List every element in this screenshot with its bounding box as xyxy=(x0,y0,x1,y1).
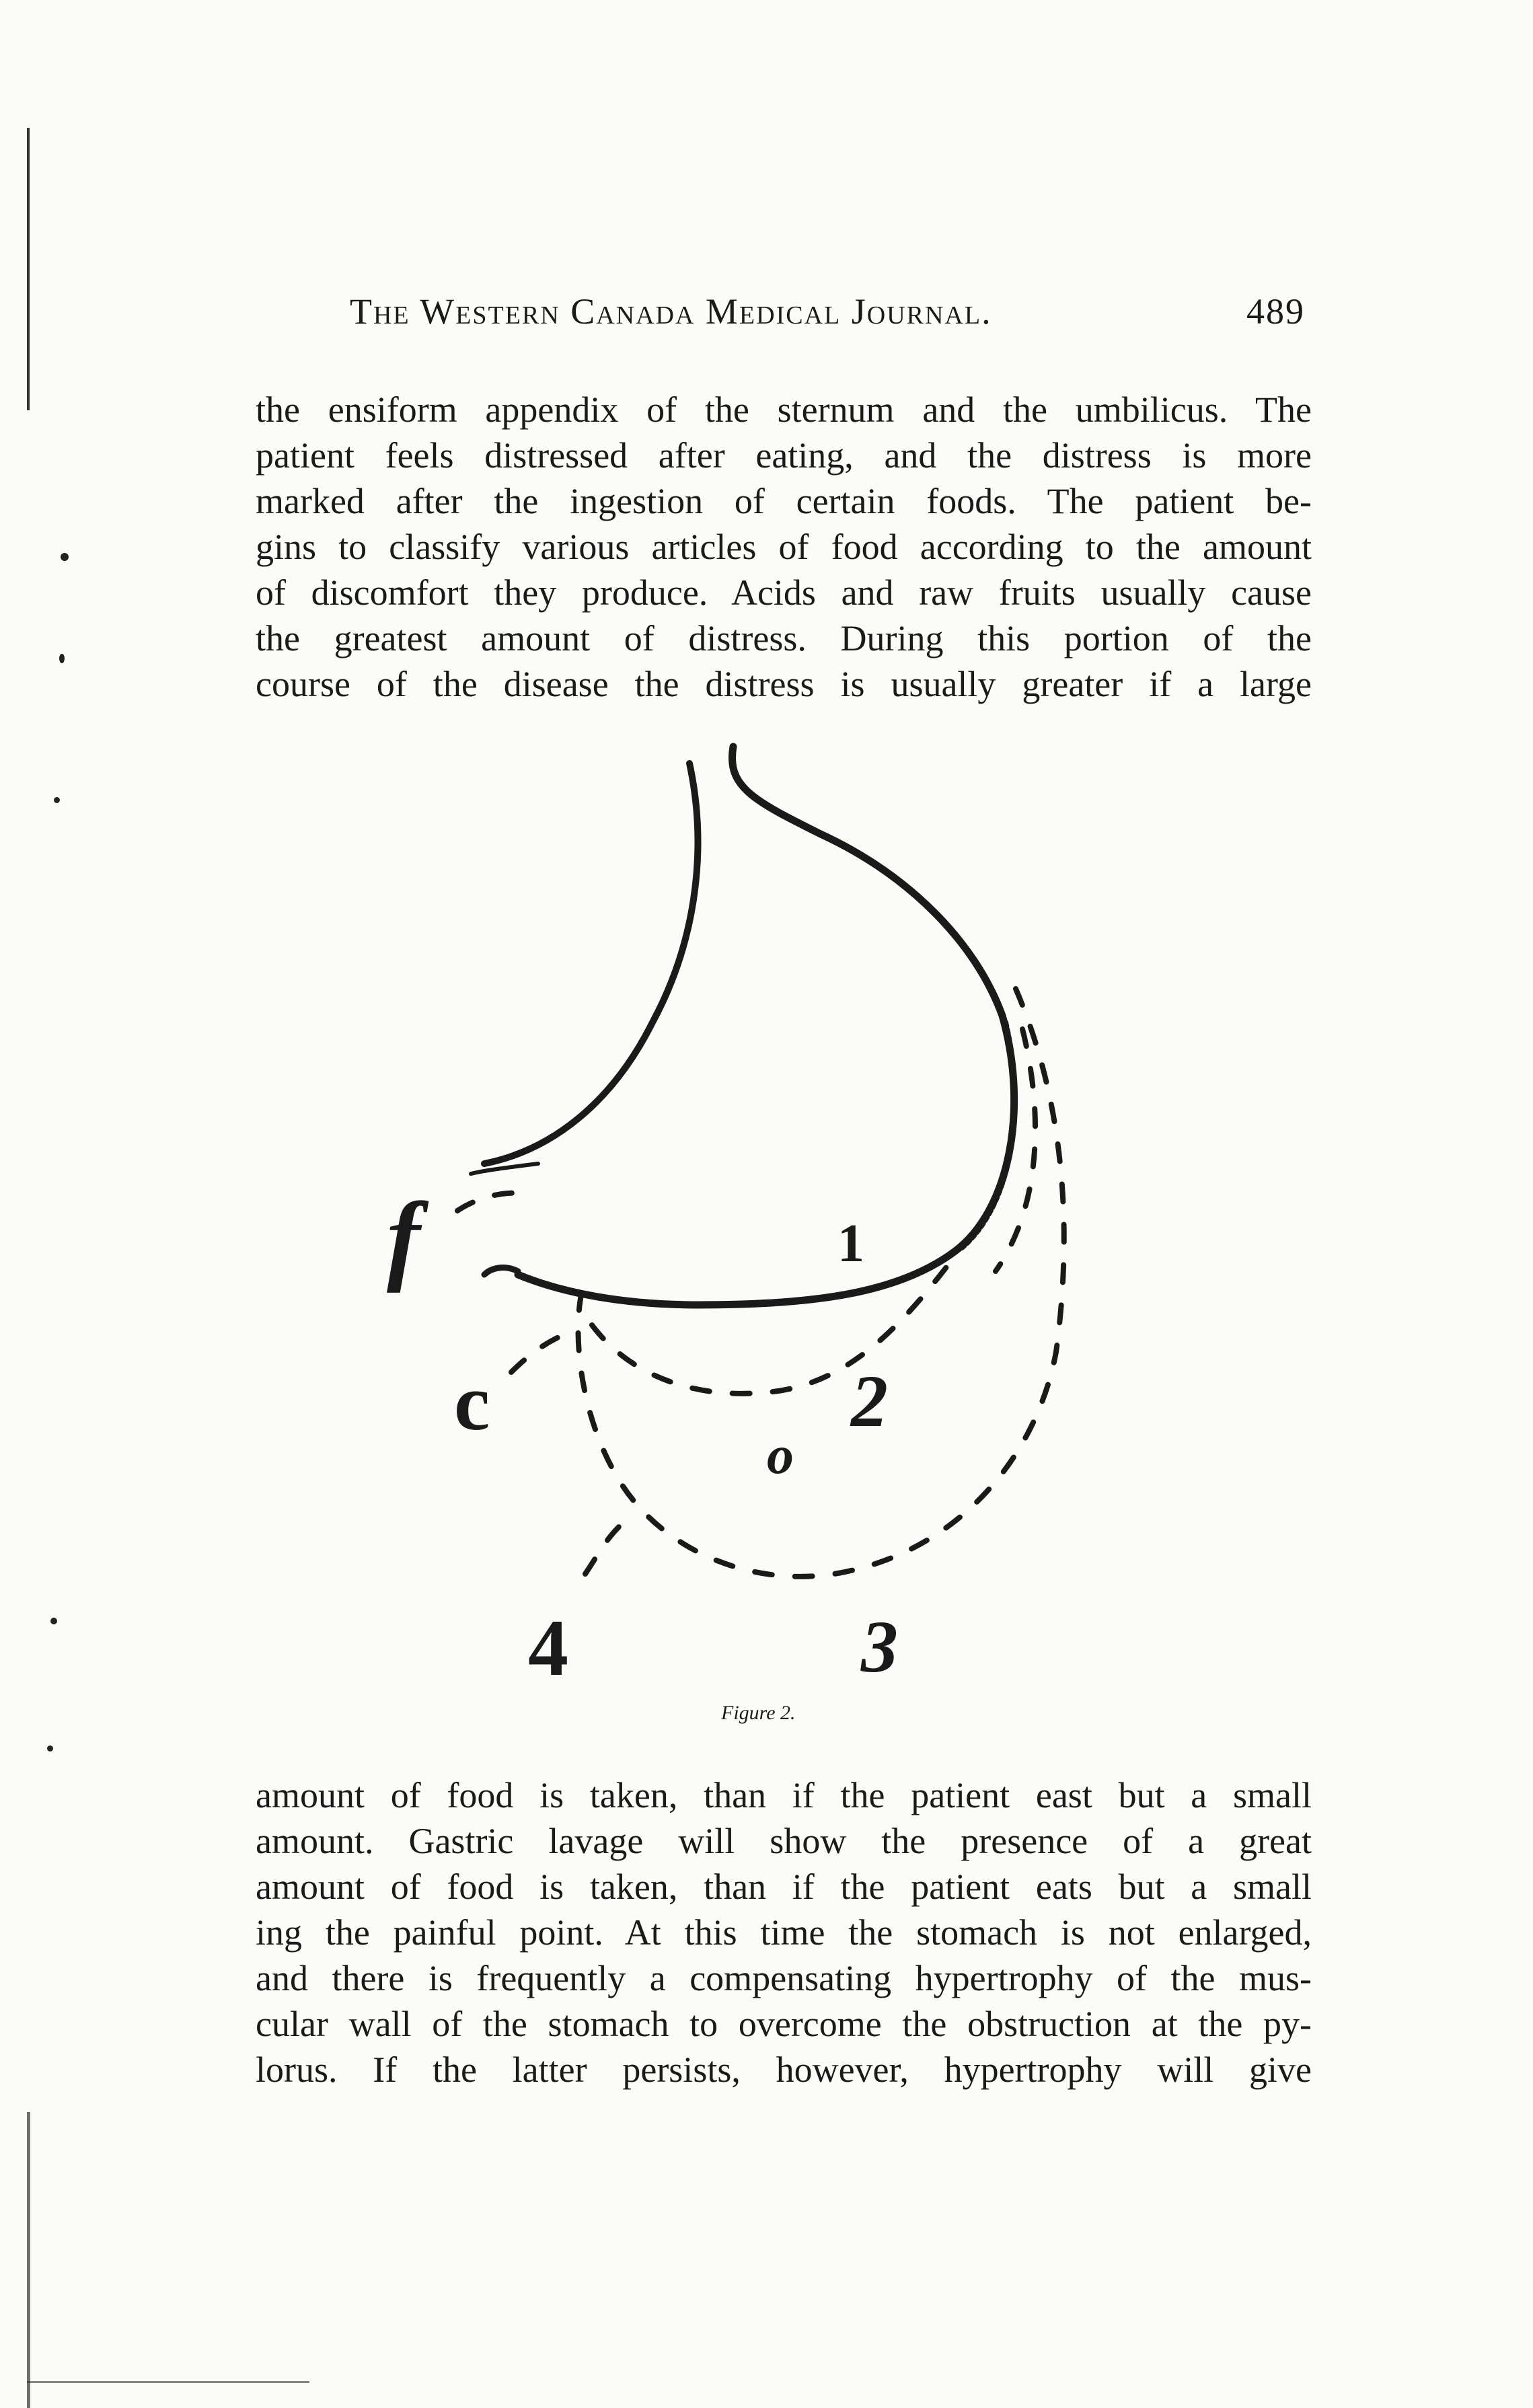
text-line: gins to classify various articles of food according to the amount xyxy=(256,527,1312,567)
scan-speck xyxy=(61,553,69,561)
text-line: amount of food is taken, than if the patient eats but a small xyxy=(256,1867,1312,1907)
scan-speck xyxy=(54,797,60,803)
duodenal-line-c xyxy=(511,1332,572,1372)
scan-speck xyxy=(59,654,65,663)
scan-edge-mark xyxy=(27,2381,309,2383)
label-f: f xyxy=(387,1182,420,1293)
text-line: amount. Gastric lavage will show the presence of a great xyxy=(256,1821,1312,1861)
journal-title: The Western Canada Medical Journal. xyxy=(350,291,992,332)
outline-stage-3 xyxy=(578,989,1064,1577)
label-o: o xyxy=(767,1426,794,1485)
running-header xyxy=(350,291,1305,344)
paragraph-top xyxy=(256,387,1312,707)
scan-speck xyxy=(47,1745,53,1752)
figure-caption: Figure 2. xyxy=(721,1702,796,1724)
scan-edge-mark xyxy=(27,128,30,410)
duodenal-line-4 xyxy=(585,1527,619,1574)
page-number: 489 xyxy=(1246,291,1305,332)
label-c: c xyxy=(454,1357,490,1447)
scan-edge-mark xyxy=(27,2112,30,2408)
text-line: lorus. If the latter persists, however, hypertrophy will give xyxy=(256,2049,1312,2090)
text-line: and there is frequently a compensating hypertrophy of the mus- xyxy=(256,1958,1312,1998)
text-line: course of the disease the distress is usually greater if a large xyxy=(256,664,1312,704)
stomach-diagram xyxy=(350,733,1157,1688)
text-line: of discomfort they produce. Acids and raw fruits usually cause xyxy=(256,572,1312,613)
text-line: patient feels distressed after eating, and the distress is more xyxy=(256,435,1312,476)
text-line: amount of food is taken, than if the patient east but a small xyxy=(256,1775,1312,1815)
stomach-greater-curvature xyxy=(518,747,1014,1305)
text-line: the greatest amount of distress. During this portion of the xyxy=(256,618,1312,659)
paragraph-bottom xyxy=(256,1772,1312,2093)
label-3: 3 xyxy=(861,1606,898,1688)
scan-speck xyxy=(50,1618,57,1624)
label-4: 4 xyxy=(528,1603,568,1688)
text-line: the ensiform appendix of the sternum and the umbilicus. The xyxy=(256,389,1312,430)
text-line: ing the painful point. At this time the stomach is not enlarged, xyxy=(256,1912,1312,1953)
label-2: 2 xyxy=(851,1360,888,1442)
text-line: marked after the ingestion of certain foods. The patient be- xyxy=(256,481,1312,521)
label-1: 1 xyxy=(837,1214,864,1273)
stomach-lesser-curvature xyxy=(484,763,698,1164)
duodenal-line-f xyxy=(457,1193,525,1211)
text-line: cular wall of the stomach to overcome the obstruction at the py- xyxy=(256,2004,1312,2044)
